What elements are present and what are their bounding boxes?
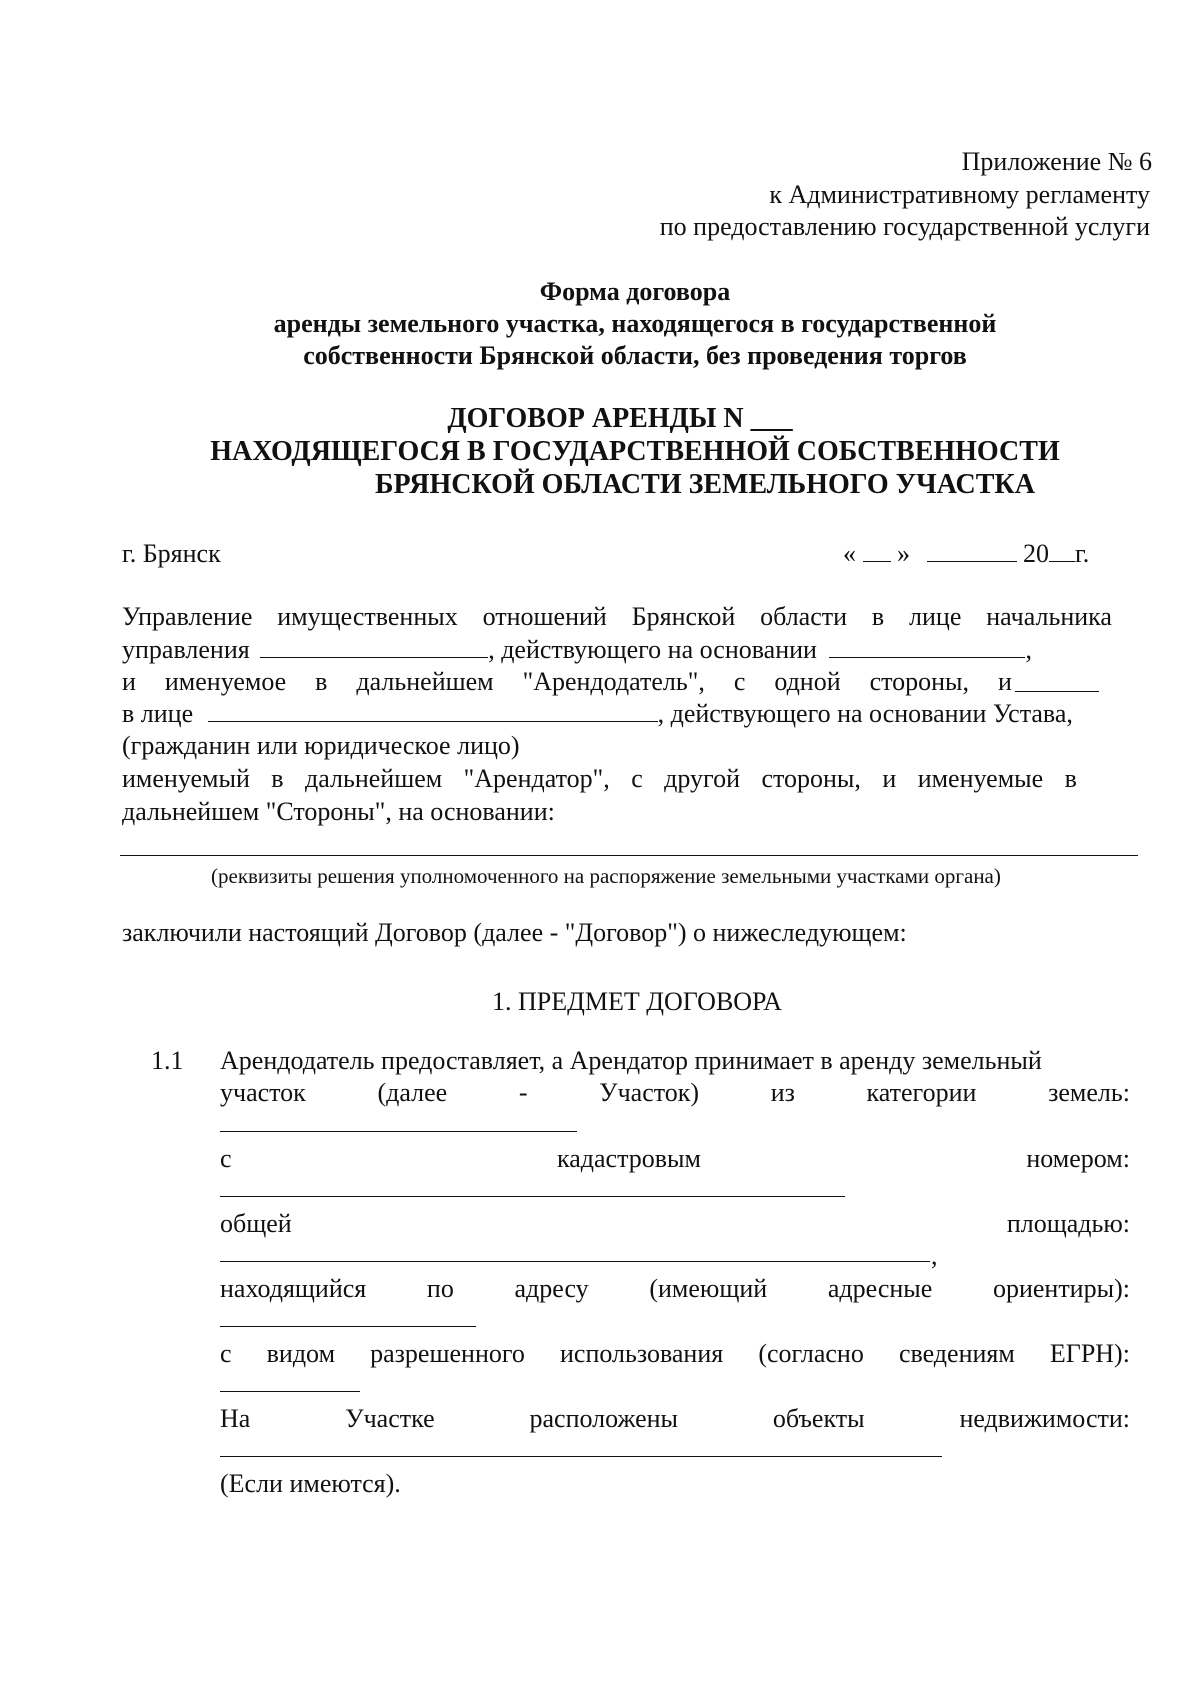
decision-details-blank[interactable]: [120, 855, 1138, 856]
preamble-line5: (гражданин или юридическое лицо): [122, 731, 520, 760]
clause-text-line8: (Если имеются).: [220, 1469, 401, 1498]
address-blank[interactable]: [220, 1326, 476, 1327]
place: г. Брянск: [122, 539, 221, 568]
contract-title-line2: НАХОДЯЩЕГОСЯ В ГОСУДАРСТВЕННОЙ СОБСТВЕННОСТИ: [210, 436, 1060, 467]
decision-details-caption: (реквизиты решения уполномоченного на распоряжение земельными участками органа): [211, 864, 1001, 888]
area-blank[interactable]: [220, 1261, 930, 1262]
area-comma: ,: [931, 1241, 938, 1270]
clause-text-line7: На Участке расположены объекты недвижимости:: [220, 1404, 1130, 1433]
appendix-reference: к Административному регламенту: [769, 180, 1150, 209]
form-title-line2: аренды земельного участка, находящегося в государственной: [273, 309, 997, 338]
preamble-line1: Управление имущественных отношений Брянской области в лице начальника: [122, 602, 1112, 631]
representative-blank[interactable]: [208, 699, 658, 722]
tenant-blank[interactable]: [1015, 691, 1099, 692]
cadastral-number-blank[interactable]: [220, 1196, 845, 1197]
section1-title: 1. ПРЕДМЕТ ДОГОВОРА: [492, 987, 782, 1016]
real-estate-objects-blank[interactable]: [220, 1456, 942, 1457]
land-category-blank[interactable]: [220, 1131, 577, 1132]
contract-title-line3: БРЯНСКОЙ ОБЛАСТИ ЗЕМЕЛЬНОГО УЧАСТКА: [375, 469, 1035, 500]
form-title-line3: собственности Брянской области, без проведения торгов: [303, 341, 967, 370]
appendix-number: Приложение № 6: [961, 147, 1152, 176]
contract-date: « » 20 г.: [843, 539, 1090, 568]
clause-number: 1.1: [151, 1046, 184, 1075]
preamble-line7: дальнейшем "Стороны", на основании:: [122, 797, 555, 826]
preamble-line4: в лице , действующего на основании Устава,: [122, 699, 1073, 728]
date-year-blank[interactable]: [1049, 539, 1075, 562]
clause-text-line3: с кадастровым номером:: [220, 1144, 1130, 1173]
clause-text-line2: участок (далее - Участок) из категории земель:: [220, 1078, 1130, 1107]
date-month-blank[interactable]: [927, 539, 1017, 562]
concluded-text: заключили настоящий Договор (далее - "Договор") о нижеследующем:: [122, 918, 907, 947]
permitted-use-blank[interactable]: [220, 1391, 360, 1392]
clause-text-line5: находящийся по адресу (имеющий адресные ориентиры):: [220, 1274, 1130, 1303]
clause-text-line4: общей площадью:: [220, 1209, 1130, 1238]
form-title-line1: Форма договора: [539, 277, 731, 306]
date-day-blank[interactable]: [863, 539, 891, 562]
preamble-line3: и именуемое в дальнейшем "Арендодатель", с одной стороны, и: [122, 667, 1012, 696]
appendix-service: по предоставлению государственной услуги: [659, 212, 1150, 241]
preamble-line2: управления , действующего на основании ,: [122, 635, 1032, 664]
manager-basis-blank[interactable]: [829, 635, 1025, 658]
preamble-line6: именуемый в дальнейшем "Арендатор", с другой стороны, и именуемые в: [122, 764, 1077, 793]
clause-text-line1: Арендодатель предоставляет, а Арендатор принимает в аренду земельный: [220, 1046, 1042, 1075]
contract-title-line1: ДОГОВОР АРЕНДЫ N ___: [447, 403, 793, 434]
manager-name-blank[interactable]: [260, 635, 488, 658]
clause-text-line6: с видом разрешенного использования (согласно сведениям ЕГРН):: [220, 1339, 1130, 1368]
